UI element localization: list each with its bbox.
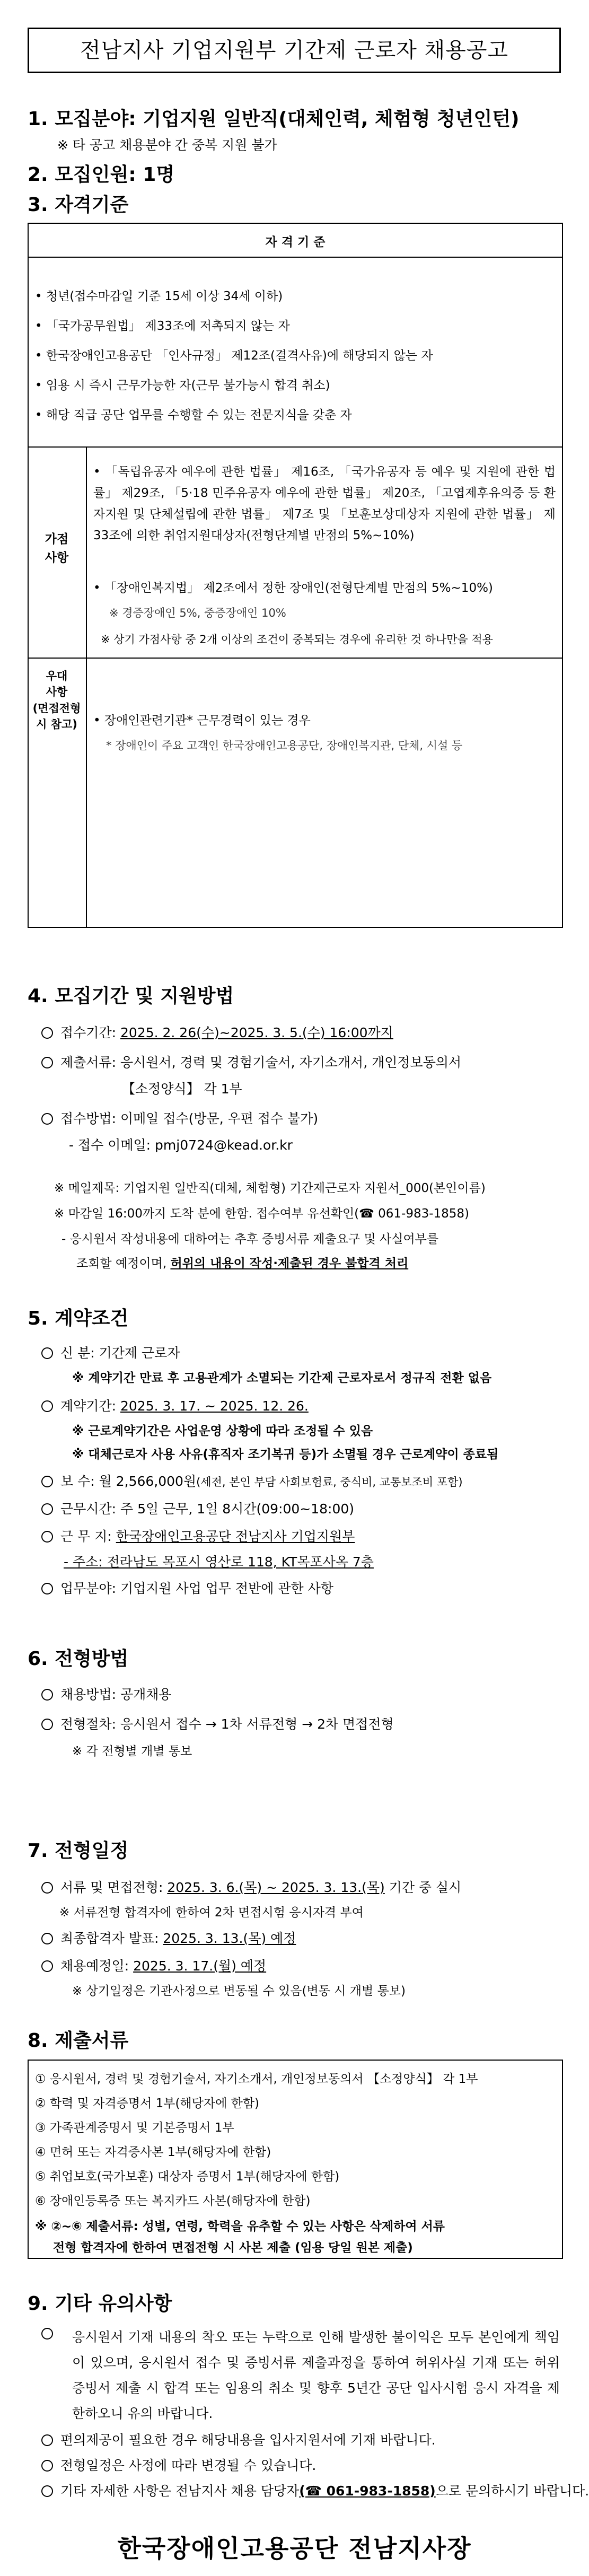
screening-note: ※ 서류전형 합격자에 한하여 2차 면접시험 응시자격 부여 [59, 1906, 364, 1920]
section-8-heading: 8. 제출서류 [28, 2030, 129, 2052]
bullet-circle-icon [41, 1503, 53, 1515]
preference-label: 우대 사항 (면접전형 시 참고) [32, 670, 81, 731]
bullet-circle-icon [41, 2485, 53, 2497]
bullet-circle-icon [41, 1583, 53, 1594]
document-item: ⑤ 취업보호(국가보훈) 대상자 증명서 1부(해당자에 한함) [35, 2170, 340, 2184]
notice-item-3: 전형일정은 사정에 따라 변경될 수 있습니다. [41, 2455, 316, 2474]
bonus-item-veterans: • 「독립유공자 예우에 관한 법률」 제16조, 「국가유공자 등 예우 및 지원에 관한 법률」 제29조, 「5·18 민주유공자 예우에 관한 법률」 제20조, 「고엽제후유의증 등 환자지원 및 단체설립에 관한 법률」 제7조 및 「보훈보상대상자 지원에 관한 법률」 제33조에 의한 취업지원대상자(전형단계별 만점의 5%~10%) [93, 465, 556, 542]
bullet-circle-icon [41, 1400, 53, 1412]
selection-note: ※ 각 전형별 개별 통보 [72, 1745, 192, 1758]
document-item: ⑥ 장애인등록증 또는 복지카드 사본(해당자에 한함) [35, 2194, 311, 2208]
bullet-circle-icon [41, 1113, 53, 1125]
criteria-item: • 「국가공무원법」 제33조에 저촉되지 않는 자 [35, 319, 290, 333]
section-1-note: ※ 타 공고 채용분야 간 중복 지원 불가 [57, 137, 277, 153]
bullet-circle-icon [41, 1476, 53, 1487]
section-1-heading: 1. 모집분야: 기업지원 일반직(대체인력, 체험형 청년인턴) [28, 108, 520, 130]
page-title: 전남지사 기업지원부 기간제 근로자 채용공고 [28, 28, 561, 73]
bullet-circle-icon [41, 1057, 53, 1068]
contract-period: 계약기간: 2025. 3. 17. ~ 2025. 12. 26. [41, 1396, 309, 1415]
bonus-note: ※ 상기 가점사항 중 2개 이상의 조건이 중복되는 경우에 유리한 것 하나만을 적용 [101, 633, 493, 646]
criteria-item: • 한국장애인고용공단 「인사규정」 제12조(결격사유)에 해당되지 않는 자 [35, 349, 433, 363]
notice-item-1: 응시원서 기재 내용의 착오 또는 누락으로 인해 발생한 불이익은 모두 본인에게 책임이 있으며, 응시원서 접수 및 증빙서류 제출과정을 통하여 허위사실 기재 또는 허위 증빙서 제출 시 합격 또는 임용의 취소 및 향후 5년간 공단 입사시험 응시 자격을 제한하오니 유의 바랍니다. [72, 2329, 560, 2421]
email-subject-note: ※ 메일제목: 기업지원 일반직(대체, 체험형) 기간제근로자 지원서_000(본인이름) [54, 1181, 486, 1195]
start-date: 채용예정일: 2025. 3. 17.(월) 예정 [41, 1956, 266, 1975]
contract-note-2: ※ 대체근로자 사용 사유(휴직자 조기복귀 등)가 소멸될 경우 근로계약이 종료됨 [72, 1448, 499, 1461]
criteria-item: • 임용 시 즉시 근무가능한 자(근무 불가능시 합격 취소) [35, 379, 330, 392]
workplace-address: - 주소: 전라남도 목포시 영산로 118, KT목포사옥 7층 [64, 1554, 374, 1570]
required-documents-cont: 【소정양식】 각 1부 [122, 1081, 242, 1097]
notice-item-4: 기타 자세한 사항은 전남지사 채용 담당자(☎ 061-983-1858)으로 문의하시기 바랍니다. [41, 2481, 589, 2500]
bullet-circle-icon [41, 1960, 53, 1972]
document-item: ② 학력 및 자격증명서 1부(해당자에 한함) [35, 2097, 260, 2110]
bullet-circle-icon [41, 1027, 53, 1039]
section-6-heading: 6. 전형방법 [28, 1648, 129, 1670]
job-duties: 업무분야: 기업지원 사업 업무 전반에 관한 사항 [41, 1578, 333, 1597]
working-hours: 근무시간: 주 5일 근무, 1일 8시간(09:00~18:00) [41, 1499, 354, 1518]
bullet-circle-icon [41, 1719, 53, 1730]
section-9-heading: 9. 기타 유의사항 [28, 2293, 172, 2315]
workplace: 근 무 지: 한국장애인고용공단 전남지사 기업지원부 [41, 1526, 355, 1545]
employment-status: 신 분: 기간제 근로자 [41, 1343, 180, 1362]
bullet-circle-icon [41, 1531, 53, 1543]
preference-item: • 장애인관련기관* 근무경력이 있는 경우 [93, 714, 311, 728]
bonus-item-disability-note: ※ 경증장애인 5%, 중증장애인 10% [109, 607, 286, 619]
issuer-signature: 한국장애인고용공단 전남지사장 [117, 2534, 472, 2563]
documents-note: ※ ②~⑥ 제출서류: 성별, 연령, 학력을 유추할 수 있는 사항은 삭제하여 서류 [35, 2220, 445, 2233]
table-header: 자 격 기 준 [265, 235, 326, 249]
documents-note-cont: 전형 합격자에 한하여 면접전형 시 사본 제출 (임용 당일 원본 제출) [53, 2241, 413, 2255]
bullet-circle-icon [41, 2460, 53, 2472]
contract-note-1: ※ 근로계약기간은 사업운영 상황에 따라 조정될 수 있음 [72, 1424, 373, 1438]
bullet-circle-icon [41, 1933, 53, 1944]
section-4-heading: 4. 모집기간 및 지원방법 [28, 985, 234, 1007]
application-period: 접수기간: 2025. 2. 26(수)~2025. 3. 5.(수) 16:00까지 [41, 1022, 393, 1041]
salary: 보 수: 월 2,566,000원(세전, 본인 부담 사회보험료, 중식비, 교통보조비 포함) [41, 1471, 463, 1490]
document-item: ① 응시원서, 경력 및 경험기술서, 자기소개서, 개인정보동의서 【소정양식】 각 1부 [35, 2072, 478, 2086]
verification-note: - 응시원서 작성내용에 대하여는 추후 증빙서류 제출요구 및 사실여부를 [61, 1232, 439, 1246]
employment-status-note: ※ 계약기간 만료 후 고용관계가 소멸되는 기간제 근로자로서 정규직 전환 없음 [72, 1371, 492, 1385]
screening-schedule: 서류 및 면접전형: 2025. 3. 6.(목) ~ 2025. 3. 13.(목) 기간 중 실시 [41, 1877, 461, 1896]
table-divider [28, 446, 563, 448]
document-item: ③ 가족관계증명서 및 기본증명서 1부 [35, 2121, 234, 2135]
table-divider [86, 446, 87, 928]
notice-item-2: 편의제공이 필요한 경우 해당내용을 입사지원서에 기재 바랍니다. [41, 2430, 436, 2449]
section-5-heading: 5. 계약조건 [28, 1308, 129, 1329]
verification-note-cont: 조회할 예정이며, 허위의 내용이 작성·제출된 경우 불합격 처리 [76, 1257, 409, 1271]
bullet-circle-icon [41, 1882, 53, 1894]
document-item: ④ 면허 또는 자격증사본 1부(해당자에 한함) [35, 2145, 271, 2159]
final-announcement: 최종합격자 발표: 2025. 3. 13.(목) 예정 [41, 1928, 296, 1947]
table-divider [28, 257, 563, 258]
application-email: - 접수 이메일: pmj0724@kead.or.kr [69, 1137, 293, 1153]
section-3-heading: 3. 자격기준 [28, 194, 129, 216]
bullet-circle-icon [41, 1689, 53, 1701]
section-7-heading: 7. 전형일정 [28, 1840, 129, 1862]
bonus-label: 가점 사항 [45, 532, 69, 565]
required-documents: 제출서류: 응시원서, 경력 및 경험기술서, 자기소개서, 개인정보동의서 [41, 1052, 461, 1071]
preference-note: * 장애인이 주요 고객인 한국장애인고용공단, 장애인복지관, 단체, 시설 등 [106, 739, 463, 752]
section-2-heading: 2. 모집인원: 1명 [28, 164, 175, 186]
bonus-item-disability: • 「장애인복지법」 제2조에서 정한 장애인(전형단계별 만점의 5%~10%) [93, 581, 493, 595]
bullet-circle-icon [41, 1347, 53, 1359]
criteria-item: • 청년(접수마감일 기준 15세 이상 34세 이하) [35, 290, 283, 303]
selection-process: 전형절차: 응시원서 접수 → 1차 서류전형 → 2차 면접전형 [41, 1714, 394, 1733]
application-method: 접수방법: 이메일 접수(방문, 우편 접수 불가) [41, 1108, 318, 1127]
hiring-method: 채용방법: 공개채용 [41, 1684, 172, 1703]
table-divider [28, 658, 563, 659]
bullet-circle-icon [41, 2326, 60, 2341]
criteria-item: • 해당 직급 공단 업무를 수행할 수 있는 전문지식을 갖춘 자 [35, 408, 352, 422]
deadline-note: ※ 마감일 16:00까지 도착 분에 한함. 접수여부 유선확인(☎ 061-983-1858) [54, 1207, 470, 1221]
schedule-note: ※ 상기일정은 기관사정으로 변동될 수 있음(변동 시 개별 통보) [72, 1984, 406, 1998]
bullet-circle-icon [41, 2434, 53, 2446]
